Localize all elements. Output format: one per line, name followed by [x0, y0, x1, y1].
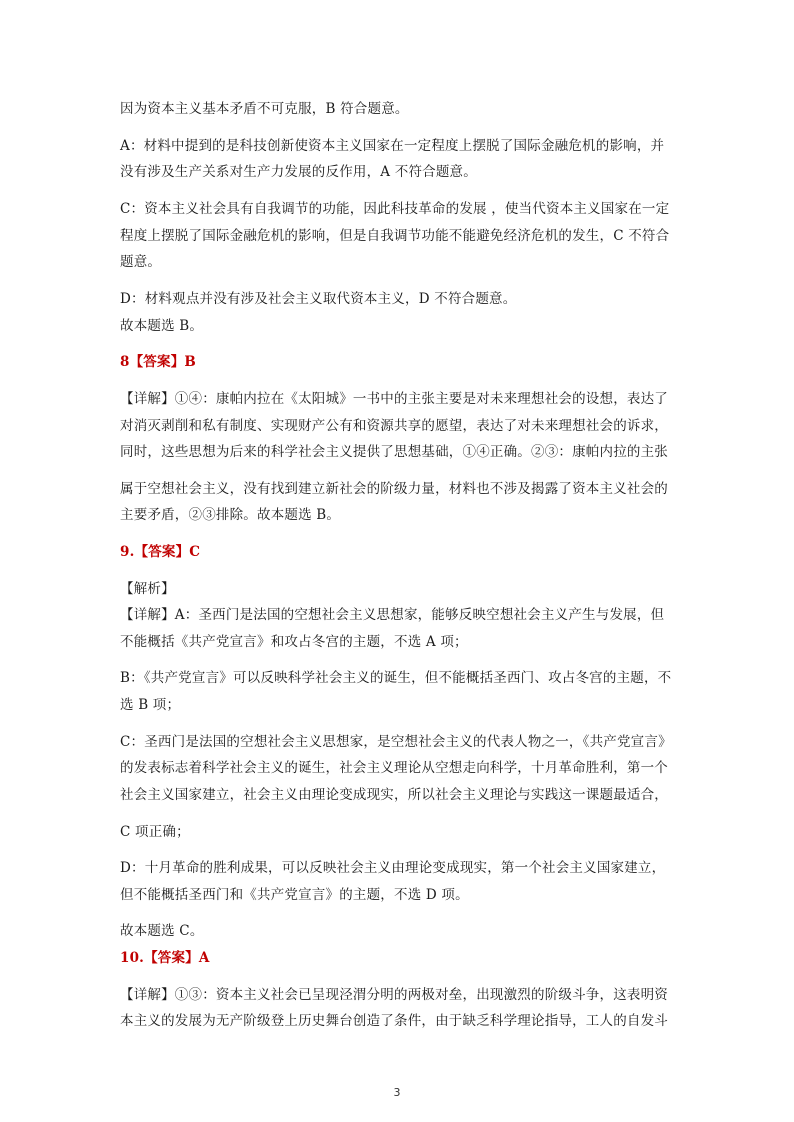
text-line: 【详解】①③：资本主义社会已呈现泾渭分明的两极对垒，出现激烈的阶级斗争，这表明资: [120, 987, 668, 1003]
text-line: 【详解】A：圣西门是法国的空想社会主义思想家，能够反映空想社会主义产生与发展，但: [120, 607, 665, 623]
text-line: A：材料中提到的是科技创新使资本主义国家在一定程度上摆脱了国际金融危机的影响，并: [120, 138, 665, 154]
text-line: 故本题选 C。: [120, 923, 204, 939]
answer-heading: 10.【答案】A: [120, 950, 210, 966]
text-line: 程度上摆脱了国际金融危机的影响，但是自我调节功能不能避免经济危机的发生，C 不符合: [120, 228, 670, 244]
text-line: D：材料观点并没有涉及社会主义取代资本主义，D 不符合题意。: [120, 291, 517, 307]
text-line: C：圣西门是法国的空想社会主义思想家，是空想社会主义的代表人物之一，《共产党宣言》: [120, 734, 672, 750]
answer-heading: 8【答案】B: [120, 354, 197, 370]
text-line: C：资本主义社会具有自我调节的功能，因此科技革命的发展 ，使当代资本主义国家在一定: [120, 201, 670, 217]
text-line: 题意。: [120, 254, 162, 270]
page-number: 3: [393, 1086, 401, 1099]
text-line: 【解析】: [120, 581, 175, 597]
text-line: B：《共产党宣言》可以反映科学社会主义的诞生，但不能概括圣西门、攻占冬宫的主题，不: [120, 670, 672, 686]
text-line: 不能概括《共产党宣言》和攻占冬宫的主题，不选 A 项；: [120, 634, 468, 650]
text-line: 社会主义国家建立，社会主义由理论变成现实，所以社会主义理论与实践这一课题最适合，: [120, 787, 668, 803]
text-line: 没有涉及生产关系对生产力发展的反作用，A 不符合题意。: [120, 164, 477, 180]
text-line: 因为资本主义基本矛盾不可克服，B 符合题意。: [120, 101, 409, 117]
text-line: C 项正确；: [120, 824, 190, 840]
text-line: 但不能概括圣西门和《共产党宣言》的主题，不选 D 项。: [120, 887, 469, 903]
text-line: 【详解】①④：康帕内拉在《太阳城》一书中的主张主要是对未来理想社会的设想，表达了: [120, 391, 668, 407]
text-line: 选 B 项；: [120, 697, 181, 713]
text-line: 同时，这些思想为后来的科学社会主义提供了思想基础，①④正确。②③：康帕内拉的主张: [120, 444, 668, 460]
text-line: 本主义的发展为无产阶级登上历史舞台创造了条件，由于缺乏科学理论指导，工人的自发斗: [120, 1013, 668, 1029]
answer-heading: 9.【答案】C: [120, 544, 201, 560]
text-line: 故本题选 B。: [120, 318, 204, 334]
text-line: 的发表标志着科学社会主义的诞生，社会主义理论从空想走向科学，十月革命胜利，第一个: [120, 760, 668, 776]
text-line: D：十月革命的胜利成果，可以反映社会主义由理论变成现实，第一个社会主义国家建立，: [120, 860, 666, 876]
text-line: 属于空想社会主义，没有找到建立新社会的阶级力量，材料也不涉及揭露了资本主义社会的: [120, 481, 668, 497]
text-line: 对消灭剥削和私有制度、实现财产公有和资源共享的愿望，表达了对未来理想社会的诉求，: [120, 418, 668, 434]
text-line: 主要矛盾，②③排除。故本题选 B。: [120, 507, 341, 523]
